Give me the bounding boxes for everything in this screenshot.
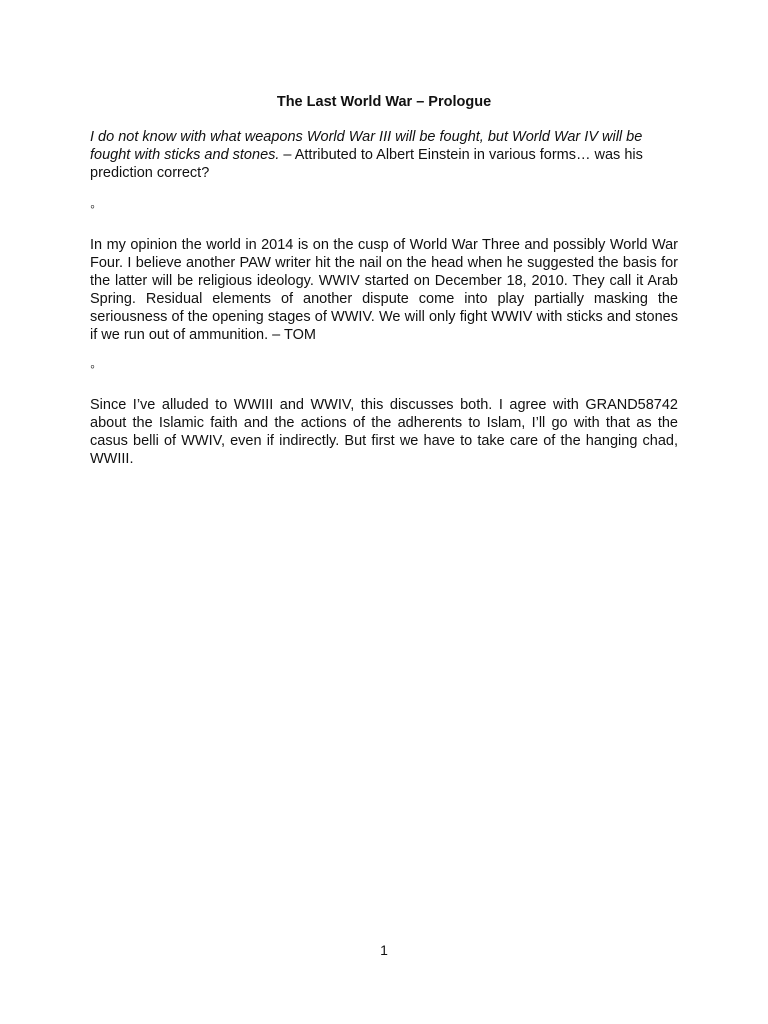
page-number: 1 [380,942,388,958]
body-paragraph-1: In my opinion the world in 2014 is on the cusp of World War Three and possibly World War Four. I believe another PAW writer hit the nail on the head when he suggested the basis for the latter will be religious ideology. WWIV started on December 18, 2010. They call it Arab Spring. Residual elements of another dispute come into play partially masking the seriousness of the opening stages of WWIV. We will only fight WWIV with sticks and stones if we run out of ammunition. – TOM [90,237,678,343]
epigraph-attribution: – Attributed to Albert Einstein in various forms… was his prediction correct? [90,147,643,181]
epigraph-quote: I do not know with what weapons World War III will be fought, but World War IV will be fought with sticks and stones. [90,129,643,163]
document-title: The Last World War – Prologue [276,94,492,110]
document-page [90,0,678,1024]
section-separator: ◦ [90,358,95,374]
section-separator: ◦ [90,198,95,214]
epigraph [90,128,678,182]
body-paragraph-2: Since I’ve alluded to WWIII and WWIV, this discusses both. I agree with GRAND58742 about the Islamic faith and the actions of the adherents to Islam, I’ll go with that as the casus belli of WWIV, even if indirectly. But first we have to take care of the hanging chad, WWIII. [90,397,678,467]
